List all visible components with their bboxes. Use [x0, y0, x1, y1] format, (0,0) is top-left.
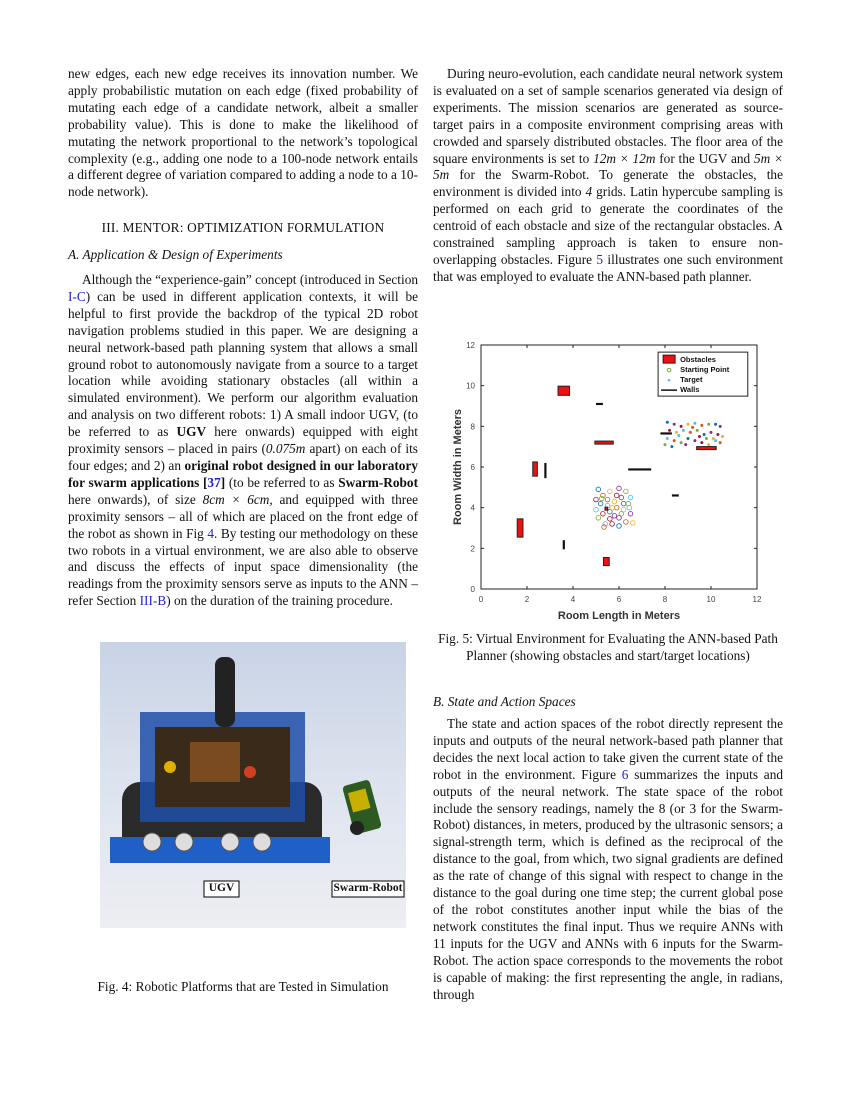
text: here onwards), of size	[68, 491, 203, 507]
obstacle	[697, 447, 717, 450]
target-point	[719, 441, 722, 444]
math: 0.075m	[265, 441, 306, 457]
target-point	[666, 421, 669, 424]
figure-ref-link[interactable]: 4	[207, 525, 215, 541]
text: summarizes the inputs and outputs of the neural network. The state space of the robot include the sensory readings, namely the 8 (or 3 for the Swarm-Robot) distances, in meters, produced by the ultrasonic sensors; a signal-strength term, which is defined as the reciprocal of the distance to the goal, from which, two signal gradients are defined as the rate of change of this signal with respect to change in the distance to the goal during one time step; the current global pose of the robot constitutes another input while the bias of the network constitutes the final input. Thus we require ANNs with 11 inputs for the UGV and ANNs with 6 inputs for the Swarm-Robot. The action space corresponds to the movements the robot is capable of making: the first representing the angle, in radians, through	[433, 766, 783, 1002]
text: here onwards) equipped with eight proximity sensors – placed in pairs (	[68, 424, 418, 457]
text: Although the “experience-gain” concept (introduced in Section	[82, 272, 418, 287]
y-tick-label: 10	[466, 381, 475, 391]
target-point	[721, 435, 724, 438]
target-point	[698, 435, 701, 438]
target-point	[707, 423, 710, 426]
target-point	[696, 429, 699, 432]
text: ) on the duration of the training procedure.	[166, 593, 393, 609]
y-tick-label: 0	[470, 585, 475, 594]
text: , and equipped with three proximity sensors – all of which are placed on the front edge of the robot as shown in Fig	[68, 491, 418, 541]
figure-5-caption: Fig. 5: Virtual Environment for Evaluating the ANN-based Path Planner (showing obstacles and start/target locations)	[438, 631, 778, 663]
target-point	[664, 443, 667, 446]
y-tick-label: 8	[470, 422, 475, 432]
target-point	[684, 443, 687, 446]
x-axis-label: Room Length in Meters	[557, 610, 681, 622]
target-point	[668, 429, 671, 432]
target-point	[700, 441, 703, 444]
figure-4-caption: Fig. 4: Robotic Platforms that are Tested in Simulation	[97, 979, 389, 994]
x-tick-label: 6	[616, 595, 622, 604]
legend-label: Starting Point	[680, 365, 730, 375]
target-point	[670, 445, 673, 448]
target-point	[675, 431, 678, 434]
text: (to be referred to as	[225, 474, 339, 490]
figure-ref-link[interactable]: 5	[596, 251, 604, 267]
target-point	[712, 437, 715, 440]
text: . By testing our methodology on these two robots in a virtual environment, we are also able to observe and discuss the effects of input space dimensionality (the readings from the proximity sensors serve as inputs to the ANN – refer Section	[68, 525, 418, 609]
target-point	[700, 424, 703, 427]
y-axis-label: Room Width in Meters	[452, 408, 464, 526]
target-point	[707, 443, 710, 446]
y-tick-label: 2	[470, 544, 475, 554]
math: 8cm × 6cm	[202, 491, 270, 507]
obstacle	[603, 557, 609, 565]
target-point	[693, 439, 696, 442]
section-heading: III. MENTOR: OPTIMIZATION FORMULATION	[101, 220, 385, 235]
text: for the Swarm-Robot. To generate the obstacles, the environment is divided into	[433, 167, 783, 200]
text: During neuro-evolution, each candidate neural network system is evaluated on a set of sample scenarios generated via design of experiments. The mission scenarios are generated as source-target pairs in a composite environment comprising areas with crowded and sparsely distributed obstacles. The floor area of the square environments is set to	[433, 66, 783, 166]
x-tick-label: 2	[524, 595, 530, 604]
obstacle	[595, 441, 613, 444]
bold-term: UGV	[176, 424, 207, 440]
x-tick-label: 8	[662, 595, 668, 604]
target-point	[703, 433, 706, 436]
target-point	[689, 431, 692, 434]
robot-platforms-photo	[100, 642, 406, 928]
target-point	[693, 422, 696, 425]
legend-label: Walls	[680, 385, 700, 395]
text: ) can be used in different application contexts, it will be helpful to first provide the backdrop of the typical 2D robot navigation problems studied in this paper. We are designing a neural network-based path planning system that allows a small ground robot to autonomously navigate from a source to a target location while avoiding stationary obstacles (all within a simulated environment). We perform our algorithm evaluation and analysis on two different robots: 1) A small indoor UGV, (to be referred to as	[68, 288, 418, 440]
math: 5m × 5m	[433, 150, 784, 183]
math: 4	[585, 184, 593, 200]
target-point	[705, 437, 708, 440]
x-tick-label: 4	[570, 595, 576, 604]
swarm-robot-label: Swarm-Robot	[333, 882, 403, 894]
target-point	[710, 431, 713, 434]
target-point	[687, 423, 690, 426]
text: The state and action spaces of the robot directly represent the inputs and outputs of the neural network-based path planner that decides the next local action to take given the current state of the robot in the environment. Figure	[433, 716, 783, 782]
section-ref-link[interactable]: I-C	[68, 288, 86, 304]
text: for the UGV and	[655, 150, 754, 166]
obstacle	[517, 519, 523, 537]
figure-ref-link[interactable]: 6	[621, 766, 629, 782]
target-point	[716, 433, 719, 436]
target-point	[680, 441, 683, 444]
target-point	[714, 423, 717, 426]
paragraph-text: new edges, each new edge receives its innovation number. We apply probabilistic mutation on each edge (fixed probability of mutating each edge of a candidate network, albeit a smaller probability value). This is done to make the likelihood of mutating the network proportional to the network’s topological complexity (e.g., adding one node to a 100-node network entails a different degree of variation compared to adding a node to a 10-node network).	[68, 66, 418, 200]
subsection-heading-a: A. Application & Design of Experiments	[68, 247, 283, 262]
target-point	[680, 425, 683, 428]
bold-term: original robot designed in our laboratory for swarm applications [	[68, 457, 418, 490]
target-point	[691, 426, 694, 429]
target-point	[714, 439, 717, 442]
legend-target-swatch	[668, 379, 671, 382]
target-point	[677, 434, 680, 437]
text: illustrates one such environment that was employed to evaluate the ANN-based path planner.	[433, 251, 784, 284]
section-ref-link[interactable]: III-B	[139, 593, 167, 609]
legend-label: Obstacles	[680, 355, 716, 365]
math: 12m × 12m	[593, 150, 656, 166]
legend-label: Target	[680, 375, 703, 385]
right-paragraph-1	[433, 66, 783, 286]
text: grids. Latin hypercube sampling is performed on each grid to generate the coordinates of the centroid of each obstacle and size of the rectangular obstacles. A constrained sampling approach is taken to ensure non-overlapping obstacles. Figure	[433, 184, 783, 267]
subsection-heading-b: B. State and Action Spaces	[433, 694, 576, 709]
environment-scatter-chart	[436, 335, 776, 625]
obstacle	[605, 507, 608, 510]
citation-link[interactable]: 37	[207, 474, 221, 490]
y-tick-label: 6	[470, 463, 475, 472]
ugv-label: UGV	[208, 882, 235, 894]
target-point	[719, 425, 722, 428]
x-tick-label: 10	[706, 595, 716, 604]
target-point	[673, 423, 676, 426]
target-point	[687, 437, 690, 440]
x-tick-label: 0	[478, 595, 484, 604]
target-point	[673, 439, 676, 442]
y-tick-label: 12	[466, 341, 475, 350]
y-tick-label: 4	[470, 503, 475, 513]
target-point	[666, 437, 669, 440]
left-paragraph-2	[68, 272, 418, 610]
target-point	[682, 429, 685, 432]
text: apart) on each of its four edges; and 2) an	[68, 441, 418, 473]
obstacle	[533, 462, 538, 476]
legend-obstacle-swatch	[663, 355, 675, 363]
obstacle	[558, 386, 570, 395]
bold-term: ]	[220, 474, 226, 490]
bold-term: Swarm-Robot	[338, 474, 418, 490]
left-paragraph-1	[68, 66, 418, 201]
right-paragraph-2	[433, 716, 783, 1003]
x-tick-label: 12	[752, 595, 762, 604]
